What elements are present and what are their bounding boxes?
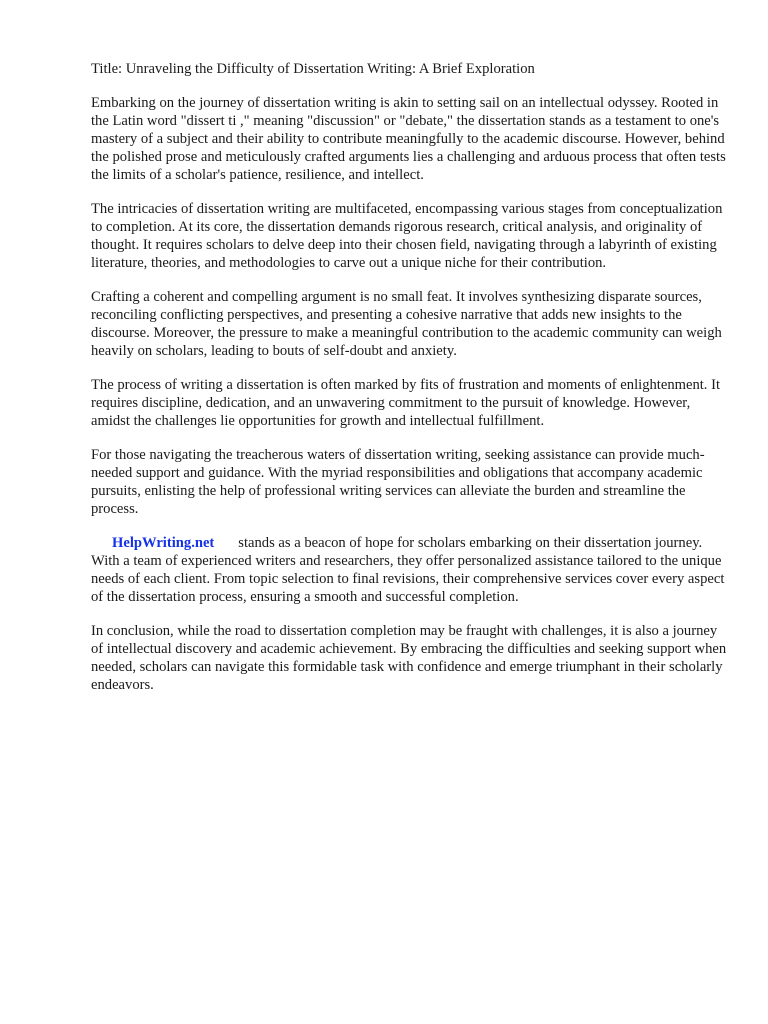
paragraph-assistance: For those navigating the treacherous waters of dissertation writing, seeking assistance can provide much-needed support and guidance. With the myriad responsibilities and obligations that accompany academic pursuits, enlisting the help of professional writing services can alleviate the burden and streamline the process.: [91, 447, 705, 517]
paragraph-process: The process of writing a dissertation is often marked by fits of frustration and moments of enlightenment. It requires discipline, dedication, and an unwavering commitment to the pursuit of knowledge. However, amidst the challenges lie opportunities for growth and intellectual fulfillment.: [91, 377, 721, 429]
paragraph-helpwriting-text: stands as a beacon of hope for scholars embarking on their dissertation journey. With a team of experienced writers and researchers, they offer personalized assistance tailored to the unique needs of each client. From topic selection to final revisions, their comprehensive services cover every aspect of the dissertation process, ensuring a smooth and successful completion.: [91, 535, 725, 605]
paragraph-intro: Embarking on the journey of dissertation writing is akin to setting sail on an intellectual odyssey. Rooted in the Latin word "dissert ti ," meaning "discussion" or "debate," the dissertation stands as a testament to one's mastery of a subject and their ability to contribute meaningfully to the academic discourse. However, behind the polished prose and meticulously crafted arguments lies a challenging and arduous process that often tests the limits of a scholar's patience, resilience, and intellect.: [91, 95, 726, 183]
helpwriting-link[interactable]: HelpWriting.net: [112, 535, 215, 551]
paragraph-conclusion: In conclusion, while the road to dissertation completion may be fraught with challenges, it is also a journey of intellectual discovery and academic achievement. By embracing the difficulties and seeking support when needed, scholars can navigate this formidable task with confidence and emerge triumphant in their scholarly endeavors.: [91, 623, 727, 693]
document-title: Title: Unraveling the Difficulty of Dissertation Writing: A Brief Exploration: [91, 61, 535, 77]
paragraph-helpwriting: [91, 534, 731, 606]
document-page: [91, 60, 731, 710]
paragraph-argument: Crafting a coherent and compelling argument is no small feat. It involves synthesizing disparate sources, reconciling conflicting perspectives, and presenting a cohesive narrative that adds new insights to the discourse. Moreover, the pressure to make a meaningful contribution to the academic community can weigh heavily on scholars, leading to bouts of self-doubt and anxiety.: [91, 289, 722, 359]
paragraph-intricacies: The intricacies of dissertation writing are multifaceted, encompassing various stages from conceptualization to completion. At its core, the dissertation demands rigorous research, critical analysis, and originality of thought. It requires scholars to delve deep into their chosen field, navigating through a labyrinth of existing literature, theories, and methodologies to carve out a unique niche for their contribution.: [91, 201, 723, 271]
